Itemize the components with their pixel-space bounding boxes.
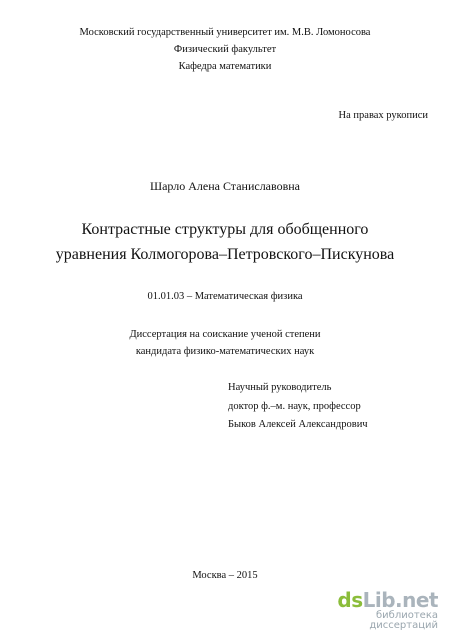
degree-line-2: кандидата физико-математических наук: [135, 346, 315, 357]
university-name: Московский государственный университет им. М.В. Ломоносова: [79, 27, 371, 38]
supervisor-rank: доктор ф.–м. наук, профессор: [228, 401, 361, 412]
supervisor-name: Быков Алексей Александрович: [228, 419, 368, 430]
rights-note: На правах рукописи: [338, 110, 428, 121]
author-name: Шарло Алена Станиславовна: [149, 179, 301, 193]
degree-line-1: Диссертация на соискание ученой степени: [129, 329, 321, 340]
city-year: Москва – 2015: [192, 570, 258, 581]
department-name: Кафедра математики: [178, 61, 272, 72]
dissertation-title-line-1: Контрастные структуры для обобщенного: [81, 221, 369, 238]
specialty-code: 01.01.03 – Математическая физика: [147, 291, 303, 302]
dslib-tagline: библиотека диссертаций: [369, 610, 438, 631]
dissertation-title-line-2: уравнения Колмогорова–Петровского–Пискунова: [55, 246, 395, 263]
dslib-logo: dsLib.net: [337, 588, 438, 612]
faculty-name: Физический факультет: [173, 44, 277, 55]
dslib-watermark: [328, 590, 438, 631]
supervisor-role: Научный руководитель: [228, 382, 332, 393]
